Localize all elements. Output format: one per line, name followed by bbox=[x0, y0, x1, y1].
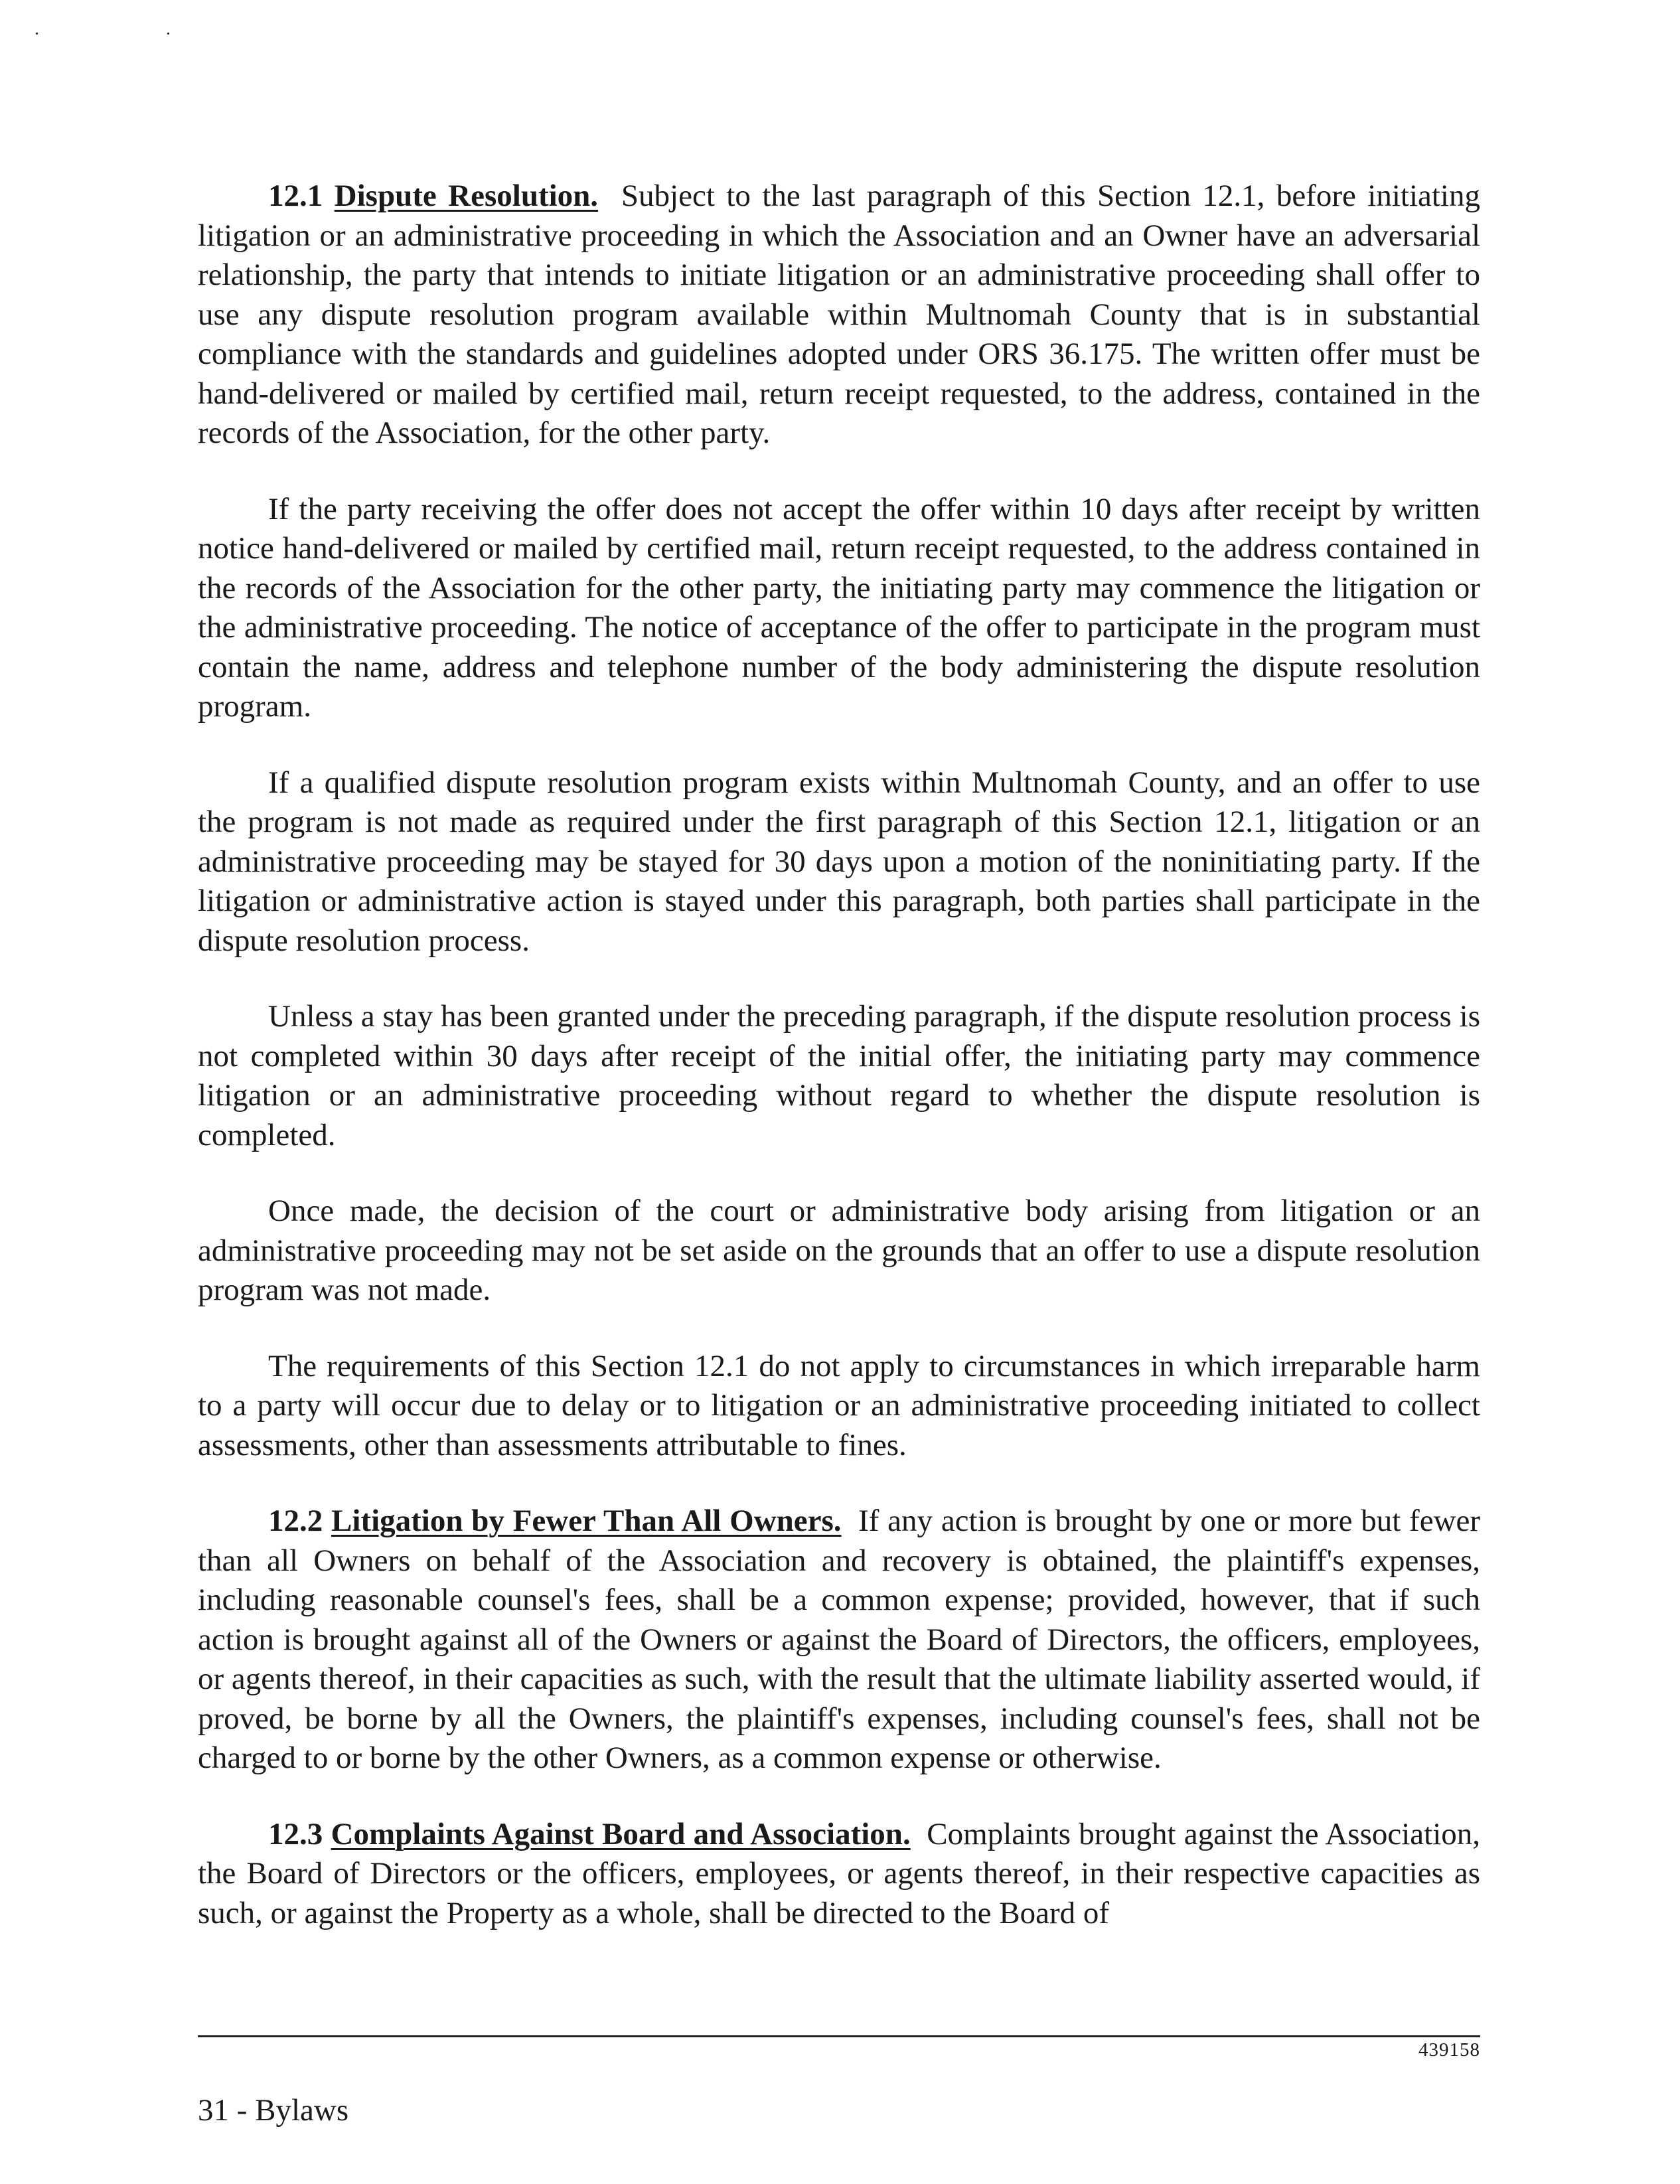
paragraph-text: If any action is brought by one or more but fewer than all Owners on behalf of the Association and recovery is obtained, the plaintiff's expenses, including reasonable counsel's fees, shall be a common expense; provided, however, that if such action is brought against all of the Owners or against the Board of Directors, the officers, employees, or agents thereof, in their capacities as such, with the result that the ultimate liability asserted would, if proved, be borne by all the Owners, the plaintiff's expenses, including counsel's fees, shall not be charged to or borne by the other Owners, as a common expense or otherwise. bbox=[198, 1504, 1481, 1775]
section-12-1-paragraph-6: The requirements of this Section 12.1 do not apply to circumstances in which irreparable harm to a party will occur due to delay or to litigation or an administrative proceeding initiated to collect assessments, other than assessments attributable to fines. bbox=[198, 1348, 1480, 1462]
section-12-1-paragraph-5: Once made, the decision of the court or administrative body arising from litigation or an administrative proceeding may not be set aside on the grounds that an offer to use a dispute resolution program was not made. bbox=[198, 1194, 1480, 1307]
section-title: Litigation by Fewer Than All Owners. bbox=[331, 1504, 842, 1538]
section-number: 12.3 bbox=[268, 1816, 323, 1851]
document-number: 439158 bbox=[1418, 2039, 1480, 2061]
section-12-1-paragraph-2: If the party receiving the offer does not accept the offer within 10 days after receipt by written notice hand-delivered or mailed by certified mail, return receipt requested, to the address contained in the records of the Association for the other party, the initiating party may commence the litigation or the administrative proceeding. The notice of acceptance of the offer to participate in the program must contain the name, address and telephone number of the body administering the dispute resolution program. bbox=[198, 491, 1480, 724]
section-12-1-paragraph-4: Unless a stay has been granted under the preceding paragraph, if the dispute resolution process is not completed within 30 days after receipt of the initial offer, the initiating party may commence litigation or an administrative proceeding without regard to whether the dispute resolution is completed. bbox=[198, 999, 1480, 1152]
document-body bbox=[198, 177, 1480, 1970]
section-12-1-paragraph-3: If a qualified dispute resolution program exists within Multnomah County, and an offer to use the program is not made as required under the first paragraph of this Section 12.1, litigation or an administrative proceeding may be stayed for 30 days upon a motion of the noninitiating party. If the litigation or administrative action is stayed under this paragraph, both parties shall participate in the dispute resolution process. bbox=[198, 765, 1480, 958]
section-number: 12.1 bbox=[268, 179, 323, 213]
page-footer-label: 31 - Bylaws bbox=[198, 2093, 349, 2128]
section-title: Dispute Resolution. bbox=[334, 179, 599, 213]
section-number: 12.2 bbox=[268, 1504, 323, 1538]
footer-divider bbox=[198, 2035, 1480, 2037]
section-12-2-paragraph bbox=[198, 1502, 1480, 1778]
paragraph-text: Subject to the last paragraph of this Section 12.1, before initiating litigation or an administrative proceeding in which the Association and an Owner have an adversarial relationship, the party that intends to initiate litigation or an administrative proceeding shall offer to use any dispute resolution program available within Multnomah County that is in substantial compliance with the standards and guidelines adopted under ORS 36.175. The written offer must be hand-delivered or mailed by certified mail, return receipt requested, to the address, contained in the records of the Association, for the other party. bbox=[198, 179, 1480, 450]
paragraph-text: Complaints brought against the Association, the Board of Directors or the officers, employees, or agents thereof, in their respective capacities as such, or against the Property as a whole, shall be directed to the Board of bbox=[198, 1816, 1480, 1930]
section-title: Complaints Against Board and Association. bbox=[331, 1816, 911, 1851]
section-12-1-paragraph-1 bbox=[198, 177, 1480, 453]
section-12-3-paragraph bbox=[198, 1815, 1480, 1934]
scan-specks: . . bbox=[35, 19, 232, 39]
